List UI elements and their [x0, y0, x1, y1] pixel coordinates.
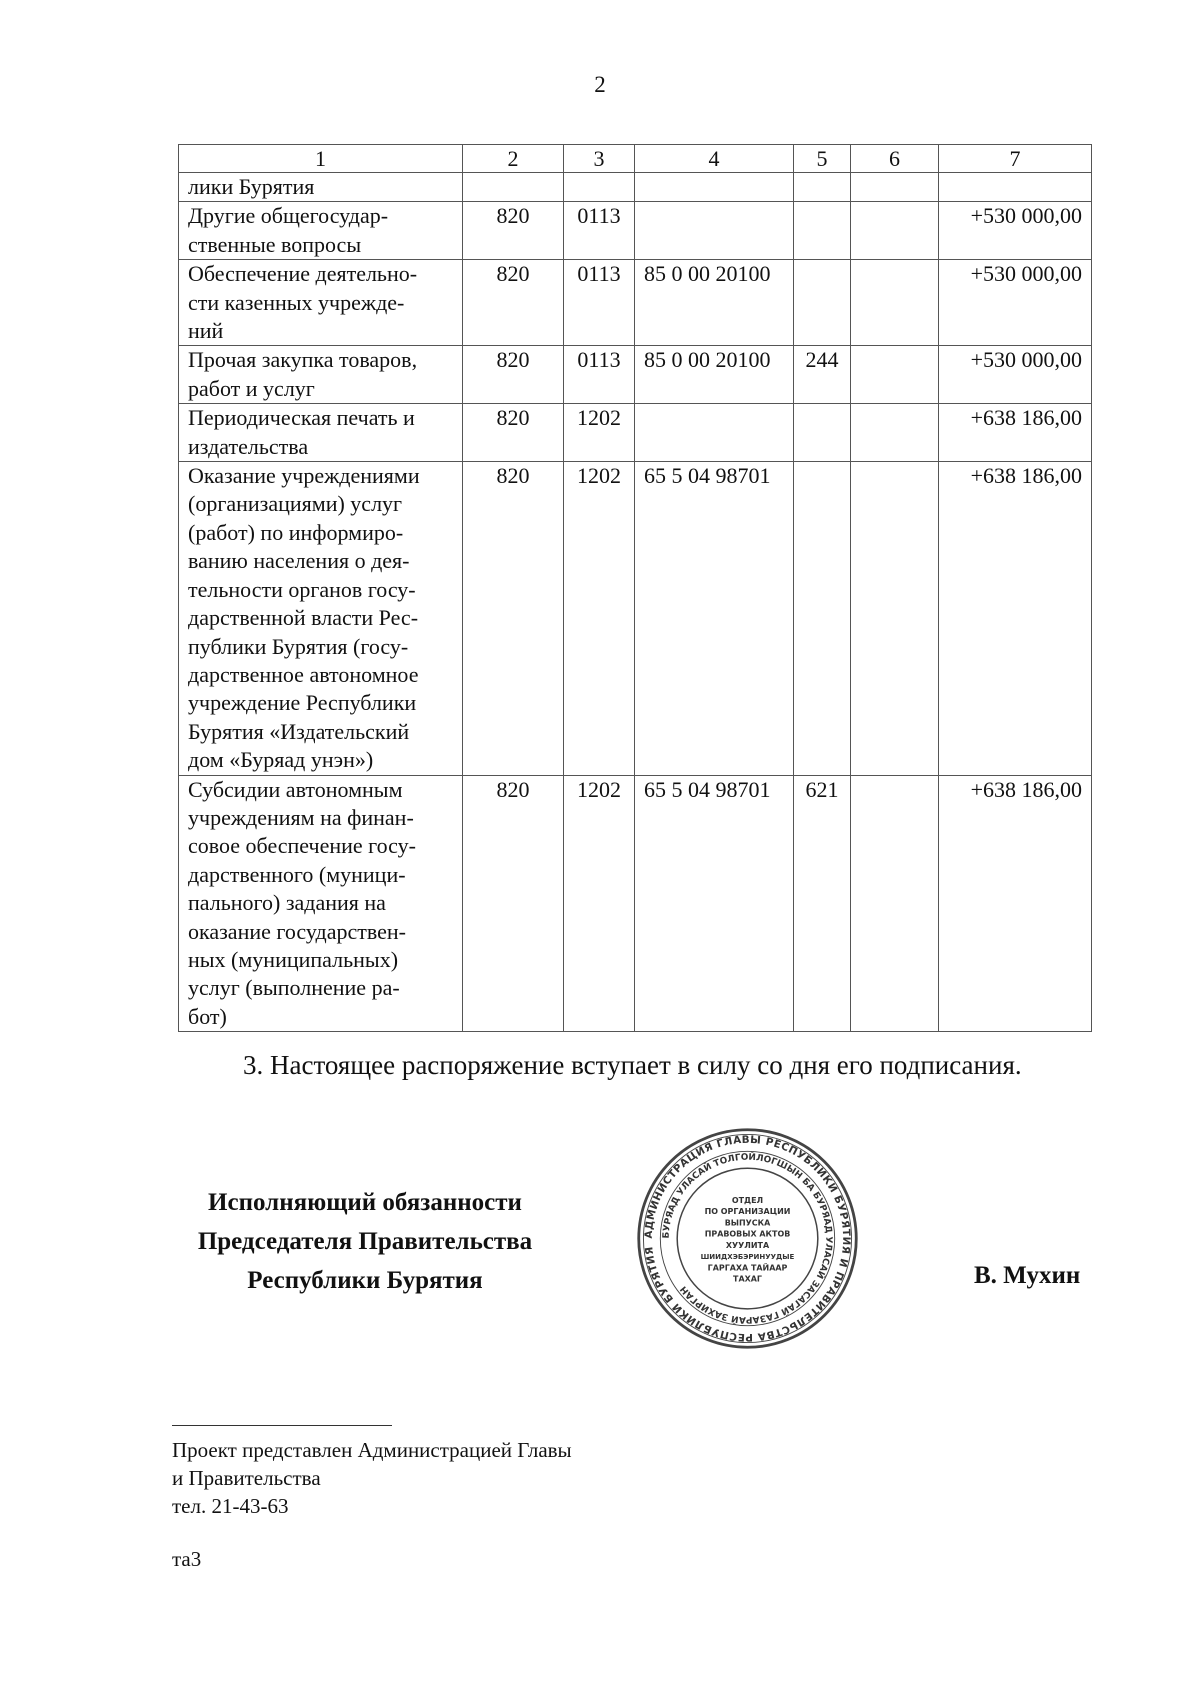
table-body [179, 145, 1092, 1032]
item-name-line: Оказание учреждениями [188, 463, 420, 489]
table-cell [851, 346, 939, 404]
table-cell: 820 [463, 775, 564, 1032]
table-cell: 1202 [564, 462, 635, 775]
header-cell: 2 [463, 145, 564, 173]
seal-center-line: ОТДЕЛ [731, 1195, 764, 1205]
table-cell: 1202 [564, 404, 635, 462]
item-name-line: ственные вопросы [188, 231, 362, 257]
signatory-position [165, 1183, 565, 1300]
table-cell [939, 173, 1092, 202]
item-name-line: оказание государствен- [188, 918, 406, 944]
table-cell: 820 [463, 462, 564, 775]
position-line: Республики Бурятия [247, 1267, 483, 1294]
item-name-line: бот) [188, 1003, 227, 1029]
table-cell [635, 404, 794, 462]
budget-changes-table [178, 144, 1092, 1032]
table-cell [794, 173, 851, 202]
item-name-line: Бурятия «Издательский [188, 718, 410, 744]
header-cell: 4 [635, 145, 794, 173]
table-cell [851, 404, 939, 462]
table-cell: +638 186,00 [939, 404, 1092, 462]
official-seal [635, 1126, 860, 1351]
seal-center-line: ХУУЛИТА [725, 1240, 770, 1250]
item-name-line: совое обеспечение госу- [188, 833, 416, 859]
table-row [179, 260, 1092, 346]
table-cell: +638 186,00 [939, 462, 1092, 775]
footnote-line: и Правительства [172, 1466, 321, 1490]
table-cell: 244 [794, 346, 851, 404]
item-name-line: Обеспечение деятельно- [188, 261, 418, 287]
table-cell [851, 202, 939, 260]
item-name-line: дарственного (муници- [188, 861, 406, 887]
seal-center-line: ПО ОРГАНИЗАЦИИ [704, 1207, 791, 1217]
table-header-row [179, 145, 1092, 173]
table-cell [851, 173, 939, 202]
position-line: Председателя Правительства [197, 1228, 533, 1255]
table-cell [463, 173, 564, 202]
header-cell: 6 [851, 145, 939, 173]
footnote [172, 1436, 572, 1520]
item-name-cell [179, 775, 463, 1032]
footnote-rule [172, 1425, 392, 1426]
table-row [179, 173, 1092, 202]
seal-center-line: ШИИДХЭБЭРИНУУДЫЕ [700, 1252, 795, 1262]
table-cell: 0113 [564, 260, 635, 346]
item-name-cell [179, 260, 463, 346]
table-cell: +530 000,00 [939, 202, 1092, 260]
item-name-cell [179, 202, 463, 260]
seal-center-line: ВЫПУСКА [724, 1218, 771, 1228]
item-name-line: услуг (выполнение ра- [188, 975, 400, 1001]
table-cell [564, 173, 635, 202]
seal-outer-text: АДМИНИСТРАЦИЯ ГЛАВЫ РЕСПУБЛИКИ БУРЯТИЯ И ПРАВИТЕЛЬСТВА РЕСПУБЛИКИ БУРЯТИЯ [642, 1133, 853, 1344]
table-cell [794, 462, 851, 775]
item-name-cell [179, 173, 463, 202]
header-cell: 7 [939, 145, 1092, 173]
document-code: та3 [172, 1547, 202, 1571]
item-name-line: дом «Буряад унэн») [188, 747, 374, 773]
table-cell: +638 186,00 [939, 775, 1092, 1032]
table-cell [635, 173, 794, 202]
table-cell: 0113 [564, 202, 635, 260]
table-row [179, 202, 1092, 260]
footnote-line: Проект представлен Администрацией Главы [172, 1438, 572, 1462]
table-cell: 820 [463, 346, 564, 404]
table-cell [794, 202, 851, 260]
seal-center-line: ПРАВОВЫХ АКТОВ [704, 1229, 791, 1239]
item-name-cell [179, 462, 463, 775]
table-cell: +530 000,00 [939, 346, 1092, 404]
header-cell: 1 [179, 145, 463, 173]
table-cell: 820 [463, 260, 564, 346]
seal-center-line: ТАХАГ [733, 1274, 762, 1284]
table-row [179, 775, 1092, 1032]
position-line: Исполняющий обязанности [208, 1189, 522, 1216]
table-cell [851, 775, 939, 1032]
item-name-line: работ и услуг [188, 375, 315, 401]
table-cell: 85 0 00 20100 [635, 260, 794, 346]
table-cell: 85 0 00 20100 [635, 346, 794, 404]
seal-inner-text: БУРЯАД УЛАСАЙ ТОЛГОЙЛОГШЫН БА БУРЯАД УЛАСАЙ ЗАСАГАЙ ГАЗАРАЙ ЗАХИРГАН [661, 1152, 834, 1325]
table-cell: 0113 [564, 346, 635, 404]
table-cell [794, 404, 851, 462]
footnote-line: тел. 21-43-63 [172, 1494, 289, 1518]
table-cell: 820 [463, 202, 564, 260]
item-name-line: ванию населения о дея- [188, 548, 410, 574]
item-name-line: публики Бурятия (госу- [188, 633, 409, 659]
item-name-line: дарственной власти Рес- [188, 605, 419, 631]
item-name-cell [179, 404, 463, 462]
item-name-line: учреждение Республики [188, 690, 417, 716]
item-name-line: ных (муниципальных) [188, 946, 399, 972]
table-cell: 621 [794, 775, 851, 1032]
clause-3: 3. Настоящее распоряжение вступает в силу со дня его подписания. [243, 1050, 1022, 1080]
signatory-name: В. Мухин [974, 1262, 1081, 1289]
table-row [179, 404, 1092, 462]
item-name-line: Периодическая печать и [188, 405, 415, 431]
item-name-line: лики Бурятия [188, 174, 315, 199]
table-cell [635, 202, 794, 260]
table-cell [851, 462, 939, 775]
item-name-line: Субсидии автономным [188, 776, 403, 802]
item-name-line: Прочая закупка товаров, [188, 347, 418, 373]
table-cell [794, 260, 851, 346]
item-name-line: сти казенных учрежде- [188, 289, 405, 315]
item-name-line: тельности органов госу- [188, 576, 416, 602]
header-cell: 3 [564, 145, 635, 173]
table-cell: 1202 [564, 775, 635, 1032]
table-cell: +530 000,00 [939, 260, 1092, 346]
table-row [179, 346, 1092, 404]
table-row [179, 462, 1092, 775]
item-name-cell [179, 346, 463, 404]
item-name-line: учреждениям на финан- [188, 804, 414, 830]
item-name-line: (работ) по информиро- [188, 519, 404, 545]
item-name-line: дарственное автономное [188, 661, 419, 687]
seal-center-line: ГАРГАХА ТАЙААР [707, 1263, 788, 1273]
item-name-line: ний [188, 318, 224, 344]
item-name-line: пального) задания на [188, 890, 386, 916]
item-name-line: (организациями) услуг [188, 491, 403, 517]
table-cell: 65 5 04 98701 [635, 462, 794, 775]
table-cell: 820 [463, 404, 564, 462]
item-name-line: издательства [188, 433, 309, 459]
header-cell: 5 [794, 145, 851, 173]
page-number: 2 [594, 72, 606, 97]
item-name-line: Другие общегосудар- [188, 203, 389, 229]
table-cell: 65 5 04 98701 [635, 775, 794, 1032]
table-cell [851, 260, 939, 346]
